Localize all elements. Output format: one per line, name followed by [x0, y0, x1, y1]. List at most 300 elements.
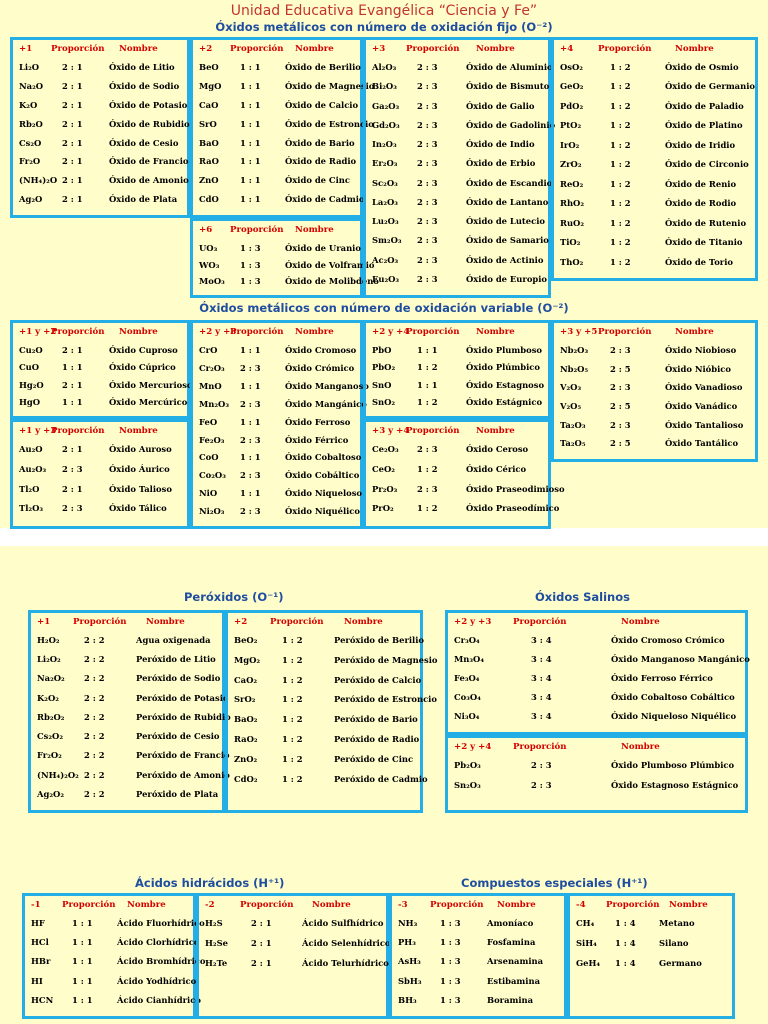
compound-table	[10, 419, 190, 529]
compound-name-cell: Óxido Auroso	[109, 444, 172, 454]
formula-cell: CeO₂	[372, 464, 395, 474]
compound-name-cell: Óxido Plumboso Plúmbico	[611, 760, 735, 770]
formula-cell: Cs₂O₂	[37, 731, 64, 741]
proportion-cell: 1 : 2	[417, 397, 438, 407]
compound-name-cell: Óxido Estágnico	[466, 397, 543, 407]
formula-cell: Li₂O₂	[37, 654, 61, 664]
compound-name-cell: Óxido Talioso	[109, 484, 172, 494]
compound-table	[190, 218, 379, 298]
compound-table	[363, 419, 565, 529]
compound-name-cell: Óxido de Cadmio	[285, 194, 365, 204]
formula-cell: Cr₂O₃	[199, 363, 225, 373]
compound-name-cell: Óxido Niqueloso Niquélico	[611, 711, 737, 721]
proportion-cell: 1 : 2	[610, 257, 631, 267]
compound-name-cell: Ácido Clorhídrico	[117, 937, 200, 947]
formula-cell: Tl₂O₃	[19, 503, 44, 513]
formula-cell: ThO₂	[560, 257, 584, 267]
proportion-cell: 1 : 2	[417, 464, 438, 474]
formula-cell: Ac₂O₃	[372, 255, 399, 265]
compound-name-cell: Óxido Cobaltoso Cobáltico	[611, 692, 735, 702]
formula-cell: Gd₂O₃	[372, 120, 400, 130]
table-header-proportion: Proporción	[513, 742, 567, 752]
compound-name-cell: Óxido de Galio	[466, 101, 535, 111]
proportion-cell: 1 : 1	[72, 976, 93, 986]
compound-name-cell: Óxido Praseodímico	[466, 503, 560, 513]
compound-table	[551, 320, 758, 462]
compound-name-cell: Óxido Áurico	[109, 464, 170, 474]
formula-cell: Sm₂O₃	[372, 235, 402, 245]
compound-name-cell: Óxido Cérico	[466, 464, 527, 474]
formula-cell: PbO	[372, 345, 392, 355]
formula-cell: Ta₂O₅	[560, 438, 586, 448]
compound-name-cell: Óxido de Cesio	[109, 138, 179, 148]
proportion-cell: 2 : 1	[251, 938, 272, 948]
compound-name-cell: Óxido Plumboso	[466, 345, 543, 355]
formula-cell: SrO	[199, 119, 217, 129]
compound-table	[445, 610, 748, 735]
section-title-peroxides: Peróxidos (O⁻¹)	[184, 590, 284, 604]
formula-cell: Na₂O₂	[37, 673, 65, 683]
proportion-cell: 2 : 1	[62, 100, 83, 110]
proportion-cell: 2 : 2	[84, 731, 105, 741]
table-header-charge: +2	[199, 44, 213, 54]
proportion-cell: 2 : 3	[417, 444, 438, 454]
compound-name-cell: Óxido de Estroncio	[285, 119, 374, 129]
proportion-cell: 1 : 3	[240, 243, 261, 253]
table-header-charge: +2 y +4	[454, 742, 492, 752]
compound-table	[567, 893, 735, 1019]
formula-cell: HBr	[31, 956, 51, 966]
formula-cell: H₂Se	[205, 938, 228, 948]
table-header-name: Nombre	[476, 44, 515, 54]
proportion-cell: 1 : 3	[440, 976, 461, 986]
formula-cell: V₂O₅	[560, 401, 582, 411]
table-header-proportion: Proporción	[230, 225, 284, 235]
formula-cell: SbH₃	[398, 976, 422, 986]
proportion-cell: 1 : 3	[440, 937, 461, 947]
formula-cell: Cu₂O	[19, 345, 43, 355]
compound-name-cell: Óxido de Rodio	[665, 198, 737, 208]
compound-name-cell: Óxido de Aluminio	[466, 62, 553, 72]
formula-cell: Rb₂O₂	[37, 712, 65, 722]
table-header-name: Nombre	[312, 900, 351, 910]
compound-table	[196, 893, 389, 1019]
formula-cell: CrO	[199, 345, 218, 355]
formula-cell: Eu₂O₃	[372, 274, 400, 284]
formula-cell: OsO₂	[560, 62, 583, 72]
compound-name-cell: Óxido Niqueloso	[285, 488, 363, 498]
compound-name-cell: Peróxido de Plata	[136, 789, 219, 799]
table-header-charge: +3 y +5	[560, 327, 598, 337]
formula-cell: IrO₂	[560, 140, 580, 150]
proportion-cell: 1 : 1	[240, 62, 261, 72]
compound-name-cell: Óxido de Cinc	[285, 175, 350, 185]
compound-table	[10, 320, 193, 419]
proportion-cell: 2 : 3	[417, 255, 438, 265]
compound-name-cell: Óxido Mangánico	[285, 399, 367, 409]
proportion-cell: 2 : 1	[251, 918, 272, 928]
formula-cell: Fe₂O₃	[199, 435, 225, 445]
proportion-cell: 2 : 2	[84, 712, 105, 722]
table-header-name: Nombre	[127, 900, 166, 910]
compound-name-cell: Ácido Bromhídrico	[117, 956, 206, 966]
proportion-cell: 2 : 3	[610, 345, 631, 355]
formula-cell: RuO₂	[560, 218, 585, 228]
compound-name-cell: Óxido de Paladio	[665, 101, 744, 111]
compound-name-cell: Óxido Cúprico	[109, 362, 176, 372]
table-header-proportion: Proporción	[73, 617, 127, 627]
proportion-cell: 2 : 1	[62, 484, 83, 494]
compound-name-cell: Óxido de Titanio	[665, 237, 743, 247]
table-header-name: Nombre	[295, 327, 334, 337]
proportion-cell: 1 : 1	[240, 381, 261, 391]
proportion-cell: 1 : 2	[610, 81, 631, 91]
compound-name-cell: Óxido de Circonio	[665, 159, 749, 169]
proportion-cell: 1 : 3	[240, 260, 261, 270]
proportion-cell: 2 : 3	[417, 158, 438, 168]
proportion-cell: 2 : 3	[240, 506, 261, 516]
proportion-cell: 1 : 1	[72, 937, 93, 947]
proportion-cell: 2 : 3	[417, 120, 438, 130]
table-header-name: Nombre	[675, 44, 714, 54]
formula-cell: TiO₂	[560, 237, 581, 247]
compound-name-cell: Óxido Niobioso	[665, 345, 737, 355]
table-header-charge: +1 y +3	[19, 426, 57, 436]
compound-table	[190, 37, 375, 218]
compound-name-cell: Óxido de Rutenio	[665, 218, 747, 228]
formula-cell: Ga₂O₃	[372, 101, 400, 111]
table-header-charge: +1	[37, 617, 51, 627]
compound-name-cell: Peróxido de Litio	[136, 654, 216, 664]
compound-name-cell: Óxido Nióbico	[665, 364, 731, 374]
proportion-cell: 2 : 3	[417, 235, 438, 245]
compound-name-cell: Óxido de Lutecio	[466, 216, 545, 226]
formula-cell: WO₃	[199, 260, 220, 270]
formula-cell: PbO₂	[372, 362, 396, 372]
proportion-cell: 2 : 1	[62, 380, 83, 390]
table-header-proportion: Proporción	[51, 44, 105, 54]
compound-name-cell: Boramina	[487, 995, 534, 1005]
formula-cell: NH₃	[398, 918, 418, 928]
formula-cell: HgO	[19, 397, 41, 407]
proportion-cell: 2 : 1	[62, 81, 83, 91]
compound-name-cell: Peróxido de Magnesio	[334, 655, 438, 665]
proportion-cell: 1 : 2	[610, 237, 631, 247]
proportion-cell: 2 : 1	[62, 175, 83, 185]
proportion-cell: 2 : 2	[84, 673, 105, 683]
compound-name-cell: Ácido Sulfhídrico	[302, 918, 384, 928]
table-header-name: Nombre	[669, 900, 708, 910]
formula-cell: CH₄	[576, 918, 595, 928]
compound-name-cell: Óxido Cobaltoso	[285, 452, 362, 462]
compound-name-cell: Óxido de Plata	[109, 194, 178, 204]
formula-cell: UO₃	[199, 243, 218, 253]
compound-name-cell: Óxido de Escandio	[466, 178, 553, 188]
table-header-charge: -2	[205, 900, 215, 910]
proportion-cell: 1 : 2	[610, 218, 631, 228]
proportion-cell: 2 : 2	[84, 789, 105, 799]
proportion-cell: 1 : 1	[240, 81, 261, 91]
formula-cell: PH₃	[398, 937, 416, 947]
proportion-cell: 1 : 2	[282, 635, 303, 645]
proportion-cell: 1 : 1	[62, 362, 83, 372]
proportion-cell: 2 : 3	[62, 503, 83, 513]
compound-name-cell: Óxido Niquélico	[285, 506, 360, 516]
formula-cell: Nb₂O₃	[560, 345, 589, 355]
formula-cell: HCN	[31, 995, 54, 1005]
proportion-cell: 1 : 2	[610, 198, 631, 208]
formula-cell: Au₂O	[19, 444, 43, 454]
formula-cell: GeO₂	[560, 81, 584, 91]
formula-cell: Ni₂O₃	[199, 506, 225, 516]
table-header-charge: +1	[19, 44, 33, 54]
section-title-fixed-oxides: Óxidos metálicos con número de oxidación fijo (O⁻²)	[215, 20, 553, 34]
proportion-cell: 3 : 4	[531, 635, 552, 645]
formula-cell: FeO	[199, 417, 218, 427]
formula-cell: Lu₂O₃	[372, 216, 399, 226]
proportion-cell: 2 : 3	[417, 139, 438, 149]
compound-name-cell: Óxido de Amonio	[109, 175, 189, 185]
formula-cell: PrO₂	[372, 503, 394, 513]
compound-name-cell: Óxido Crómico	[285, 363, 355, 373]
proportion-cell: 2 : 3	[417, 484, 438, 494]
proportion-cell: 1 : 4	[615, 938, 636, 948]
compound-name-cell: Óxido Ferroso Férrico	[611, 673, 713, 683]
table-header-charge: +4	[560, 44, 574, 54]
proportion-cell: 1 : 2	[282, 694, 303, 704]
compound-name-cell: Óxido Mercurioso	[109, 380, 193, 390]
proportion-cell: 2 : 2	[84, 654, 105, 664]
formula-cell: PdO₂	[560, 101, 584, 111]
formula-cell: H₂Te	[205, 958, 228, 968]
proportion-cell: 2 : 1	[62, 119, 83, 129]
formula-cell: PtO₂	[560, 120, 582, 130]
table-header-charge: -1	[31, 900, 41, 910]
proportion-cell: 1 : 1	[240, 138, 261, 148]
compound-name-cell: Óxido Plúmbico	[466, 362, 540, 372]
compound-name-cell: Peróxido de Francio	[136, 750, 230, 760]
compound-name-cell: Óxido de Germanio	[665, 81, 755, 91]
proportion-cell: 2 : 3	[240, 399, 261, 409]
proportion-cell: 2 : 3	[417, 216, 438, 226]
proportion-cell: 1 : 1	[417, 345, 438, 355]
formula-cell: Co₃O₄	[454, 692, 481, 702]
compound-name-cell: Óxido de Litio	[109, 62, 175, 72]
compound-table	[190, 320, 369, 529]
compound-table	[389, 893, 567, 1019]
formula-cell: H₂S	[205, 918, 223, 928]
table-header-name: Nombre	[295, 225, 334, 235]
table-header-name: Nombre	[146, 617, 185, 627]
formula-cell: GeH₄	[576, 958, 601, 968]
formula-cell: CaO	[199, 100, 219, 110]
proportion-cell: 2 : 3	[240, 470, 261, 480]
proportion-cell: 1 : 1	[62, 397, 83, 407]
formula-cell: Fe₃O₄	[454, 673, 480, 683]
proportion-cell: 2 : 5	[610, 401, 631, 411]
formula-cell: K₂O₂	[37, 693, 59, 703]
compound-name-cell: Óxido de Bario	[285, 138, 355, 148]
compound-name-cell: Peróxido de Cinc	[334, 754, 414, 764]
compound-name-cell: Óxido de Actinio	[466, 255, 544, 265]
table-header-name: Nombre	[476, 426, 515, 436]
compound-name-cell: Óxido Férrico	[285, 435, 349, 445]
compound-name-cell: Peróxido de Estroncio	[334, 694, 437, 704]
compound-name-cell: Ácido Cianhídrico	[117, 995, 201, 1005]
formula-cell: CuO	[19, 362, 40, 372]
compound-name-cell: Óxido Cromoso Crómico	[611, 635, 725, 645]
formula-cell: (NH₄)₂O₂	[37, 770, 79, 780]
compound-name-cell: Ácido Telurhídrico	[302, 958, 389, 968]
table-header-name: Nombre	[497, 900, 536, 910]
compound-name-cell: Peróxido de Sodio	[136, 673, 221, 683]
proportion-cell: 1 : 1	[240, 194, 261, 204]
compound-name-cell: Ácido Yodhídrico	[117, 976, 197, 986]
proportion-cell: 1 : 2	[282, 754, 303, 764]
table-header-charge: +2 y +4	[372, 327, 410, 337]
compound-name-cell: Estibamina	[487, 976, 540, 986]
section-title-special-compounds: Compuestos especiales (H⁺¹)	[461, 876, 648, 890]
formula-cell: RhO₂	[560, 198, 585, 208]
table-header-charge: +1 y +2	[19, 327, 57, 337]
proportion-cell: 3 : 4	[531, 692, 552, 702]
table-header-proportion: Proporción	[406, 44, 460, 54]
proportion-cell: 2 : 3	[417, 101, 438, 111]
compound-name-cell: Óxido Cromoso	[285, 345, 357, 355]
compound-name-cell: Óxido Manganoso Mangánico	[611, 654, 750, 664]
formula-cell: (NH₄)₂O	[19, 175, 58, 185]
formula-cell: Cs₂O	[19, 138, 42, 148]
proportion-cell: 2 : 3	[531, 760, 552, 770]
proportion-cell: 1 : 2	[610, 159, 631, 169]
compound-table	[225, 610, 438, 813]
table-header-proportion: Proporción	[51, 327, 105, 337]
formula-cell: HF	[31, 918, 45, 928]
proportion-cell: 2 : 3	[240, 363, 261, 373]
formula-cell: BaO	[199, 138, 219, 148]
table-header-name: Nombre	[119, 44, 158, 54]
formula-cell: Sn₂O₃	[454, 780, 481, 790]
compound-name-cell: Óxido de Volframio	[285, 260, 375, 270]
formula-cell: MnO	[199, 381, 222, 391]
table-header-name: Nombre	[621, 742, 660, 752]
table-header-proportion: Proporción	[240, 900, 294, 910]
formula-cell: BH₃	[398, 995, 417, 1005]
section-title-variable-oxides: Óxidos metálicos con número de oxidación variable (O⁻²)	[199, 301, 569, 315]
compound-name-cell: Óxido de Uranio	[285, 243, 361, 253]
compound-name-cell: Óxido de Rubidio	[109, 119, 190, 129]
formula-cell: Sc₂O₃	[372, 178, 398, 188]
formula-cell: Na₂O	[19, 81, 44, 91]
compound-name-cell: Peróxido de Bario	[334, 714, 418, 724]
school-title: Unidad Educativa Evangélica “Ciencia y Fe”	[230, 3, 538, 19]
compound-name-cell: Óxido de Iridio	[665, 140, 736, 150]
proportion-cell: 1 : 1	[240, 156, 261, 166]
compound-name-cell: Óxido de Torio	[665, 257, 733, 267]
compound-name-cell: Óxido de Indio	[466, 139, 535, 149]
proportion-cell: 1 : 2	[282, 655, 303, 665]
formula-cell: BaO₂	[234, 714, 258, 724]
formula-cell: RaO	[199, 156, 219, 166]
formula-cell: Ta₂O₃	[560, 420, 586, 430]
proportion-cell: 2 : 2	[84, 770, 105, 780]
table-header-name: Nombre	[119, 327, 158, 337]
compound-name-cell: Amoníaco	[487, 918, 534, 928]
formula-cell: Mn₂O₃	[199, 399, 229, 409]
compound-name-cell: Peróxido de Radio	[334, 734, 420, 744]
proportion-cell: 1 : 4	[615, 958, 636, 968]
compound-name-cell: Óxido de Bismuto	[466, 81, 550, 91]
proportion-cell: 1 : 2	[417, 503, 438, 513]
proportion-cell: 2 : 3	[610, 382, 631, 392]
compound-name-cell: Óxido Cobáltico	[285, 470, 360, 480]
formula-cell: CdO	[199, 194, 219, 204]
compound-name-cell: Óxido de Magnesio	[285, 81, 375, 91]
formula-cell: Rb₂O	[19, 119, 43, 129]
formula-cell: Tl₂O	[19, 484, 40, 494]
formula-cell: RaO₂	[234, 734, 258, 744]
compound-name-cell: Óxido Praseodimioso	[466, 484, 565, 494]
compound-name-cell: Óxido Vanadioso	[665, 382, 743, 392]
compound-name-cell: Óxido de Sodio	[109, 81, 180, 91]
table-header-charge: -3	[398, 900, 408, 910]
formula-cell: Al₂O₃	[372, 62, 397, 72]
proportion-cell: 2 : 1	[62, 62, 83, 72]
compound-name-cell: Peróxido de Cadmio	[334, 774, 428, 784]
proportion-cell: 2 : 3	[417, 62, 438, 72]
formula-cell: Au₂O₃	[19, 464, 47, 474]
table-header-name: Nombre	[295, 44, 334, 54]
compound-table	[445, 735, 748, 813]
compound-name-cell: Óxido de Renio	[665, 179, 737, 189]
proportion-cell: 1 : 4	[615, 918, 636, 928]
compound-name-cell: Peróxido de Potasio	[136, 693, 229, 703]
compound-name-cell: Metano	[659, 918, 695, 928]
formula-cell: SiH₄	[576, 938, 597, 948]
compound-table	[22, 893, 206, 1019]
compound-name-cell: Óxido Tantálico	[665, 438, 739, 448]
compound-table	[363, 320, 551, 419]
compound-name-cell: Arsenamina	[487, 956, 544, 966]
formula-cell: CdO₂	[234, 774, 258, 784]
formula-cell: MgO	[199, 81, 222, 91]
proportion-cell: 1 : 2	[282, 734, 303, 744]
formula-cell: ZrO₂	[560, 159, 582, 169]
table-header-proportion: Proporción	[62, 900, 116, 910]
proportion-cell: 2 : 2	[84, 693, 105, 703]
compound-name-cell: Óxido Vanádico	[665, 401, 738, 411]
proportion-cell: 1 : 2	[610, 120, 631, 130]
compound-name-cell: Ácido Fluorhídrico	[117, 918, 205, 928]
proportion-cell: 1 : 2	[417, 362, 438, 372]
formula-cell: Ag₂O₂	[37, 789, 64, 799]
proportion-cell: 1 : 2	[610, 140, 631, 150]
compound-name-cell: Óxido de Francio	[109, 156, 189, 166]
table-header-proportion: Proporción	[598, 44, 652, 54]
compound-name-cell: Ácido Selenhídrico	[302, 938, 391, 948]
table-header-name: Nombre	[675, 327, 714, 337]
table-header-name: Nombre	[344, 617, 383, 627]
formula-cell: Bi₂O₃	[372, 81, 397, 91]
table-header-proportion: Proporción	[606, 900, 660, 910]
proportion-cell: 2 : 1	[62, 444, 83, 454]
proportion-cell: 2 : 3	[610, 420, 631, 430]
compound-table	[28, 610, 231, 813]
formula-cell: Mn₃O₄	[454, 654, 484, 664]
proportion-cell: 1 : 3	[440, 995, 461, 1005]
formula-cell: Ag₂O	[19, 194, 43, 204]
formula-cell: MoO₃	[199, 276, 225, 286]
